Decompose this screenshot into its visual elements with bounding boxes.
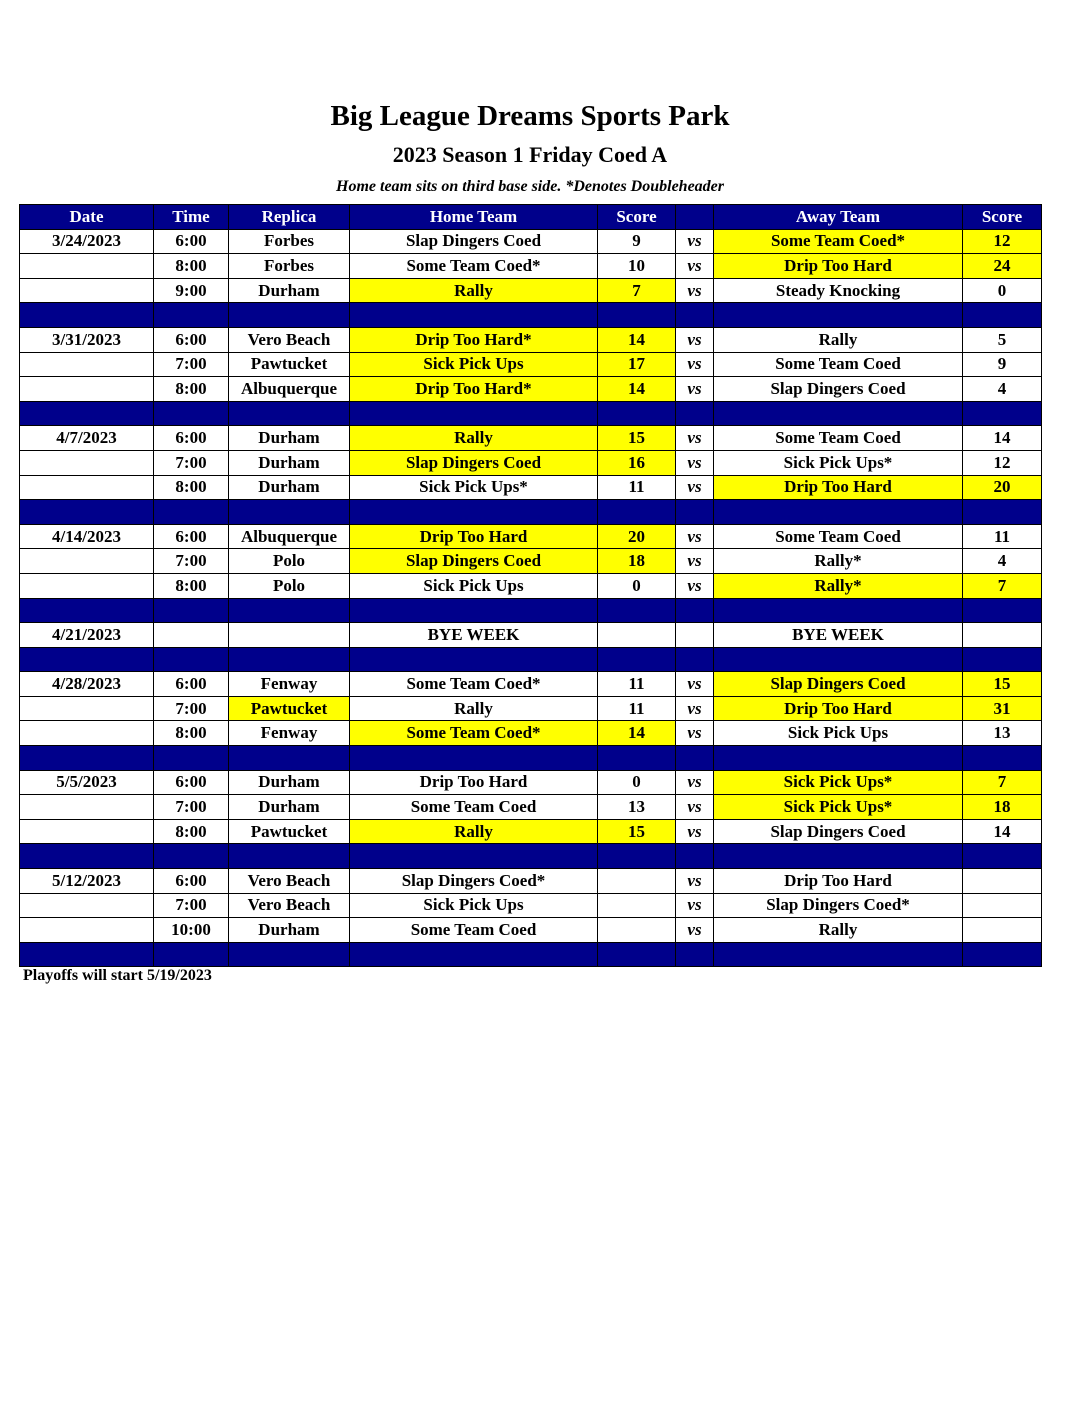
separator-cell bbox=[20, 647, 154, 672]
replica-cell: Durham bbox=[229, 770, 350, 795]
col-date-header: Date bbox=[20, 205, 154, 230]
date-cell: 4/7/2023 bbox=[20, 426, 154, 451]
home-score-cell: 18 bbox=[598, 549, 676, 574]
time-cell: 10:00 bbox=[154, 918, 229, 943]
separator-cell bbox=[963, 401, 1042, 426]
separator-cell bbox=[154, 844, 229, 869]
schedule-table bbox=[19, 204, 1042, 967]
date-cell: 5/5/2023 bbox=[20, 770, 154, 795]
separator-cell bbox=[963, 598, 1042, 623]
col-home-score-header: Score bbox=[598, 205, 676, 230]
separator-cell bbox=[963, 844, 1042, 869]
date-cell: 3/31/2023 bbox=[20, 327, 154, 352]
date-cell bbox=[20, 549, 154, 574]
week-separator-row bbox=[20, 401, 1042, 426]
home-score-cell: 9 bbox=[598, 229, 676, 254]
separator-cell bbox=[229, 598, 350, 623]
week-separator-row bbox=[20, 598, 1042, 623]
separator-cell bbox=[350, 647, 598, 672]
home-team-cell: Drip Too Hard bbox=[350, 770, 598, 795]
time-cell: 6:00 bbox=[154, 524, 229, 549]
away-score-cell: 11 bbox=[963, 524, 1042, 549]
away-score-cell: 20 bbox=[963, 475, 1042, 500]
time-cell: 8:00 bbox=[154, 475, 229, 500]
separator-cell bbox=[20, 598, 154, 623]
home-team-cell: Slap Dingers Coed bbox=[350, 229, 598, 254]
time-cell: 7:00 bbox=[154, 893, 229, 918]
home-team-cell: Some Team Coed bbox=[350, 918, 598, 943]
separator-cell bbox=[20, 500, 154, 525]
replica-cell: Forbes bbox=[229, 229, 350, 254]
time-cell: 6:00 bbox=[154, 327, 229, 352]
home-team-cell: Slap Dingers Coed bbox=[350, 549, 598, 574]
vs-cell: vs bbox=[676, 672, 714, 697]
separator-cell bbox=[714, 746, 963, 771]
game-row bbox=[20, 770, 1042, 795]
game-row bbox=[20, 819, 1042, 844]
vs-cell: vs bbox=[676, 450, 714, 475]
date-cell: 4/14/2023 bbox=[20, 524, 154, 549]
away-score-cell: 15 bbox=[963, 672, 1042, 697]
away-team-cell: Rally bbox=[714, 327, 963, 352]
home-score-cell bbox=[598, 869, 676, 894]
separator-cell bbox=[154, 746, 229, 771]
away-score-cell: 5 bbox=[963, 327, 1042, 352]
vs-cell: vs bbox=[676, 869, 714, 894]
separator-cell bbox=[598, 746, 676, 771]
date-cell bbox=[20, 573, 154, 598]
away-score-cell: 7 bbox=[963, 573, 1042, 598]
away-team-cell: Sick Pick Ups bbox=[714, 721, 963, 746]
week-separator-row bbox=[20, 844, 1042, 869]
home-score-cell: 7 bbox=[598, 278, 676, 303]
date-cell bbox=[20, 696, 154, 721]
game-row bbox=[20, 426, 1042, 451]
time-cell: 8:00 bbox=[154, 721, 229, 746]
time-cell: 7:00 bbox=[154, 450, 229, 475]
col-time-header: Time bbox=[154, 205, 229, 230]
away-team-cell: Sick Pick Ups* bbox=[714, 795, 963, 820]
away-score-cell: 9 bbox=[963, 352, 1042, 377]
date-cell bbox=[20, 893, 154, 918]
vs-cell: vs bbox=[676, 524, 714, 549]
date-cell bbox=[20, 278, 154, 303]
home-team-cell: Sick Pick Ups bbox=[350, 893, 598, 918]
date-cell bbox=[20, 475, 154, 500]
time-cell: 8:00 bbox=[154, 377, 229, 402]
home-team-cell: Slap Dingers Coed* bbox=[350, 869, 598, 894]
home-score-cell bbox=[598, 623, 676, 648]
replica-cell: Pawtucket bbox=[229, 352, 350, 377]
away-team-cell: BYE WEEK bbox=[714, 623, 963, 648]
replica-cell: Vero Beach bbox=[229, 893, 350, 918]
home-score-cell: 13 bbox=[598, 795, 676, 820]
separator-cell bbox=[963, 942, 1042, 967]
col-away-team-header: Away Team bbox=[714, 205, 963, 230]
vs-cell: vs bbox=[676, 426, 714, 451]
separator-cell bbox=[598, 500, 676, 525]
separator-cell bbox=[676, 401, 714, 426]
away-score-cell bbox=[963, 893, 1042, 918]
game-row bbox=[20, 573, 1042, 598]
home-score-cell: 15 bbox=[598, 819, 676, 844]
home-team-cell: Drip Too Hard* bbox=[350, 327, 598, 352]
separator-cell bbox=[676, 647, 714, 672]
time-cell bbox=[154, 623, 229, 648]
replica-cell: Durham bbox=[229, 918, 350, 943]
replica-cell: Durham bbox=[229, 426, 350, 451]
playoffs-footnote: Playoffs will start 5/19/2023 bbox=[23, 967, 212, 984]
replica-cell: Forbes bbox=[229, 254, 350, 279]
separator-cell bbox=[714, 942, 963, 967]
home-score-cell: 17 bbox=[598, 352, 676, 377]
home-team-cell: BYE WEEK bbox=[350, 623, 598, 648]
replica-cell: Durham bbox=[229, 450, 350, 475]
time-cell: 7:00 bbox=[154, 696, 229, 721]
separator-cell bbox=[20, 942, 154, 967]
replica-cell: Vero Beach bbox=[229, 869, 350, 894]
date-cell bbox=[20, 795, 154, 820]
separator-cell bbox=[229, 401, 350, 426]
separator-cell bbox=[963, 647, 1042, 672]
home-team-cell: Rally bbox=[350, 696, 598, 721]
game-row bbox=[20, 278, 1042, 303]
game-row bbox=[20, 623, 1042, 648]
away-score-cell: 4 bbox=[963, 377, 1042, 402]
date-cell: 5/12/2023 bbox=[20, 869, 154, 894]
separator-cell bbox=[229, 500, 350, 525]
vs-cell: vs bbox=[676, 770, 714, 795]
home-score-cell bbox=[598, 918, 676, 943]
vs-cell: vs bbox=[676, 352, 714, 377]
away-team-cell: Slap Dingers Coed bbox=[714, 377, 963, 402]
away-score-cell: 31 bbox=[963, 696, 1042, 721]
away-team-cell: Drip Too Hard bbox=[714, 869, 963, 894]
game-row bbox=[20, 869, 1042, 894]
separator-cell bbox=[350, 942, 598, 967]
time-cell: 7:00 bbox=[154, 549, 229, 574]
time-cell: 6:00 bbox=[154, 770, 229, 795]
time-cell: 6:00 bbox=[154, 869, 229, 894]
game-row bbox=[20, 696, 1042, 721]
separator-cell bbox=[676, 500, 714, 525]
away-score-cell: 14 bbox=[963, 819, 1042, 844]
vs-cell: vs bbox=[676, 327, 714, 352]
separator-cell bbox=[598, 647, 676, 672]
date-cell bbox=[20, 377, 154, 402]
separator-cell bbox=[20, 746, 154, 771]
date-cell: 4/21/2023 bbox=[20, 623, 154, 648]
separator-cell bbox=[598, 401, 676, 426]
separator-cell bbox=[598, 844, 676, 869]
col-away-score-header: Score bbox=[963, 205, 1042, 230]
header-row bbox=[20, 205, 1042, 230]
vs-cell: vs bbox=[676, 278, 714, 303]
vs-cell: vs bbox=[676, 254, 714, 279]
away-team-cell: Some Team Coed bbox=[714, 352, 963, 377]
replica-cell: Durham bbox=[229, 278, 350, 303]
home-team-cell: Some Team Coed* bbox=[350, 721, 598, 746]
replica-cell: Fenway bbox=[229, 721, 350, 746]
home-score-cell: 14 bbox=[598, 327, 676, 352]
home-team-cell: Rally bbox=[350, 278, 598, 303]
date-cell bbox=[20, 819, 154, 844]
away-score-cell: 13 bbox=[963, 721, 1042, 746]
week-separator-row bbox=[20, 303, 1042, 328]
away-team-cell: Drip Too Hard bbox=[714, 696, 963, 721]
vs-cell: vs bbox=[676, 573, 714, 598]
separator-cell bbox=[714, 401, 963, 426]
week-separator-row bbox=[20, 942, 1042, 967]
home-score-cell: 0 bbox=[598, 573, 676, 598]
separator-cell bbox=[714, 303, 963, 328]
separator-cell bbox=[20, 844, 154, 869]
away-team-cell: Rally bbox=[714, 918, 963, 943]
time-cell: 8:00 bbox=[154, 254, 229, 279]
away-team-cell: Sick Pick Ups* bbox=[714, 450, 963, 475]
separator-cell bbox=[598, 303, 676, 328]
away-score-cell: 7 bbox=[963, 770, 1042, 795]
separator-cell bbox=[229, 942, 350, 967]
separator-cell bbox=[350, 500, 598, 525]
replica-cell: Polo bbox=[229, 549, 350, 574]
home-score-cell: 11 bbox=[598, 696, 676, 721]
away-score-cell: 14 bbox=[963, 426, 1042, 451]
separator-cell bbox=[714, 647, 963, 672]
replica-cell: Pawtucket bbox=[229, 819, 350, 844]
home-team-cell: Rally bbox=[350, 819, 598, 844]
away-team-cell: Sick Pick Ups* bbox=[714, 770, 963, 795]
date-cell bbox=[20, 450, 154, 475]
away-score-cell bbox=[963, 869, 1042, 894]
separator-cell bbox=[20, 401, 154, 426]
home-score-cell: 15 bbox=[598, 426, 676, 451]
separator-cell bbox=[154, 942, 229, 967]
home-team-cell: Some Team Coed* bbox=[350, 254, 598, 279]
away-score-cell: 0 bbox=[963, 278, 1042, 303]
time-cell: 8:00 bbox=[154, 819, 229, 844]
time-cell: 6:00 bbox=[154, 672, 229, 697]
separator-cell bbox=[350, 598, 598, 623]
time-cell: 7:00 bbox=[154, 795, 229, 820]
away-team-cell: Slap Dingers Coed bbox=[714, 672, 963, 697]
home-team-cell: Sick Pick Ups bbox=[350, 573, 598, 598]
away-score-cell bbox=[963, 918, 1042, 943]
separator-cell bbox=[154, 647, 229, 672]
home-team-cell: Some Team Coed bbox=[350, 795, 598, 820]
away-score-cell: 12 bbox=[963, 450, 1042, 475]
home-score-cell: 11 bbox=[598, 475, 676, 500]
game-row bbox=[20, 450, 1042, 475]
separator-cell bbox=[229, 647, 350, 672]
away-team-cell: Rally* bbox=[714, 549, 963, 574]
separator-cell bbox=[714, 500, 963, 525]
replica-cell: Fenway bbox=[229, 672, 350, 697]
date-cell bbox=[20, 352, 154, 377]
replica-cell: Vero Beach bbox=[229, 327, 350, 352]
separator-cell bbox=[229, 844, 350, 869]
time-cell: 6:00 bbox=[154, 426, 229, 451]
separator-cell bbox=[598, 942, 676, 967]
vs-cell: vs bbox=[676, 475, 714, 500]
vs-cell: vs bbox=[676, 918, 714, 943]
separator-cell bbox=[350, 303, 598, 328]
home-team-cell: Rally bbox=[350, 426, 598, 451]
separator-cell bbox=[676, 303, 714, 328]
separator-cell bbox=[963, 500, 1042, 525]
away-score-cell: 24 bbox=[963, 254, 1042, 279]
separator-cell bbox=[963, 303, 1042, 328]
replica-cell: Durham bbox=[229, 475, 350, 500]
schedule-body bbox=[20, 229, 1042, 967]
vs-cell: vs bbox=[676, 377, 714, 402]
away-team-cell: Some Team Coed* bbox=[714, 229, 963, 254]
col-replica-header: Replica bbox=[229, 205, 350, 230]
separator-cell bbox=[676, 746, 714, 771]
home-score-cell: 14 bbox=[598, 377, 676, 402]
separator-cell bbox=[676, 844, 714, 869]
separator-cell bbox=[714, 844, 963, 869]
vs-cell: vs bbox=[676, 893, 714, 918]
game-row bbox=[20, 475, 1042, 500]
week-separator-row bbox=[20, 500, 1042, 525]
separator-cell bbox=[154, 598, 229, 623]
time-cell: 7:00 bbox=[154, 352, 229, 377]
home-team-cell: Sick Pick Ups bbox=[350, 352, 598, 377]
replica-cell: Albuquerque bbox=[229, 524, 350, 549]
away-team-cell: Some Team Coed bbox=[714, 426, 963, 451]
separator-cell bbox=[350, 746, 598, 771]
time-cell: 9:00 bbox=[154, 278, 229, 303]
separator-cell bbox=[350, 401, 598, 426]
game-row bbox=[20, 721, 1042, 746]
home-score-cell: 0 bbox=[598, 770, 676, 795]
game-row bbox=[20, 229, 1042, 254]
game-row bbox=[20, 549, 1042, 574]
away-score-cell: 18 bbox=[963, 795, 1042, 820]
vs-cell: vs bbox=[676, 721, 714, 746]
time-cell: 8:00 bbox=[154, 573, 229, 598]
game-row bbox=[20, 254, 1042, 279]
date-cell: 4/28/2023 bbox=[20, 672, 154, 697]
replica-cell bbox=[229, 623, 350, 648]
separator-cell bbox=[154, 303, 229, 328]
replica-cell: Polo bbox=[229, 573, 350, 598]
vs-cell bbox=[676, 623, 714, 648]
away-team-cell: Some Team Coed bbox=[714, 524, 963, 549]
date-cell bbox=[20, 721, 154, 746]
separator-cell bbox=[963, 746, 1042, 771]
col-vs-header bbox=[676, 205, 714, 230]
home-team-cell: Some Team Coed* bbox=[350, 672, 598, 697]
away-score-cell: 12 bbox=[963, 229, 1042, 254]
separator-cell bbox=[598, 598, 676, 623]
season-subtitle: 2023 Season 1 Friday Coed A bbox=[392, 142, 668, 167]
home-team-cell: Slap Dingers Coed bbox=[350, 450, 598, 475]
separator-cell bbox=[154, 401, 229, 426]
home-score-cell bbox=[598, 893, 676, 918]
home-score-cell: 14 bbox=[598, 721, 676, 746]
week-separator-row bbox=[20, 647, 1042, 672]
home-score-cell: 20 bbox=[598, 524, 676, 549]
game-row bbox=[20, 795, 1042, 820]
vs-cell: vs bbox=[676, 819, 714, 844]
home-score-cell: 11 bbox=[598, 672, 676, 697]
game-row bbox=[20, 524, 1042, 549]
date-cell bbox=[20, 254, 154, 279]
time-cell: 6:00 bbox=[154, 229, 229, 254]
home-score-cell: 10 bbox=[598, 254, 676, 279]
page-title: Big League Dreams Sports Park bbox=[330, 100, 730, 132]
separator-cell bbox=[229, 746, 350, 771]
separator-cell bbox=[350, 844, 598, 869]
game-row bbox=[20, 327, 1042, 352]
away-team-cell: Slap Dingers Coed* bbox=[714, 893, 963, 918]
replica-cell: Albuquerque bbox=[229, 377, 350, 402]
game-row bbox=[20, 352, 1042, 377]
week-separator-row bbox=[20, 746, 1042, 771]
home-team-cell: Drip Too Hard bbox=[350, 524, 598, 549]
away-team-cell: Slap Dingers Coed bbox=[714, 819, 963, 844]
away-team-cell: Drip Too Hard bbox=[714, 475, 963, 500]
game-row bbox=[20, 377, 1042, 402]
separator-cell bbox=[676, 598, 714, 623]
separator-cell bbox=[714, 598, 963, 623]
vs-cell: vs bbox=[676, 549, 714, 574]
home-team-note: Home team sits on third base side. *Denotes Doubleheader bbox=[336, 178, 724, 195]
separator-cell bbox=[229, 303, 350, 328]
vs-cell: vs bbox=[676, 696, 714, 721]
away-team-cell: Drip Too Hard bbox=[714, 254, 963, 279]
separator-cell bbox=[676, 942, 714, 967]
date-cell: 3/24/2023 bbox=[20, 229, 154, 254]
col-home-team-header: Home Team bbox=[350, 205, 598, 230]
replica-cell: Pawtucket bbox=[229, 696, 350, 721]
home-team-cell: Drip Too Hard* bbox=[350, 377, 598, 402]
away-score-cell: 4 bbox=[963, 549, 1042, 574]
game-row bbox=[20, 893, 1042, 918]
separator-cell bbox=[20, 303, 154, 328]
replica-cell: Durham bbox=[229, 795, 350, 820]
away-score-cell bbox=[963, 623, 1042, 648]
game-row bbox=[20, 918, 1042, 943]
home-score-cell: 16 bbox=[598, 450, 676, 475]
away-team-cell: Rally* bbox=[714, 573, 963, 598]
separator-cell bbox=[154, 500, 229, 525]
home-team-cell: Sick Pick Ups* bbox=[350, 475, 598, 500]
date-cell bbox=[20, 918, 154, 943]
vs-cell: vs bbox=[676, 229, 714, 254]
vs-cell: vs bbox=[676, 795, 714, 820]
away-team-cell: Steady Knocking bbox=[714, 278, 963, 303]
game-row bbox=[20, 672, 1042, 697]
